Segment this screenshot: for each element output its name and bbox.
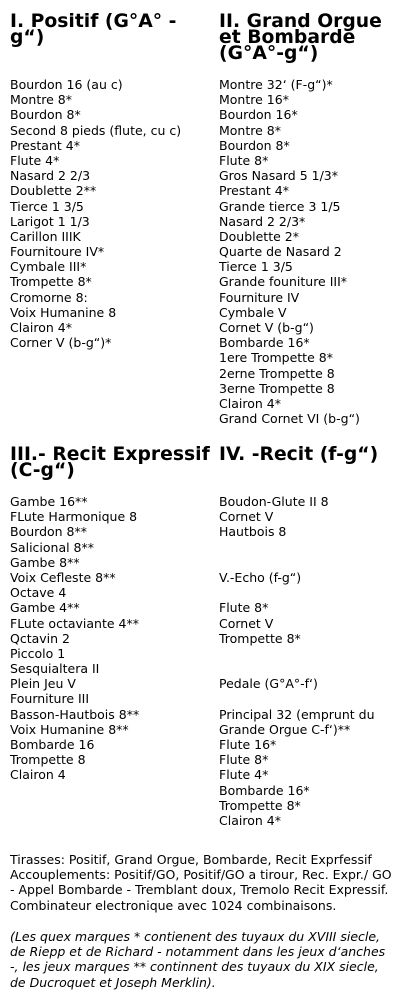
stop-item: Nasard 2 2/3	[10, 168, 91, 184]
stop-item: Bourdon 8*	[219, 137, 290, 153]
stop-item: Cornet V (b-g“)	[219, 320, 314, 335]
section-recit	[219, 444, 397, 828]
stop-item: Gros Nasard 5 1/3*	[219, 168, 338, 184]
stop-item: 1ere Trompette 8*	[219, 350, 333, 366]
stop-list	[10, 494, 210, 783]
stop-item: Cornet V	[219, 509, 274, 525]
stop-item: Clairon 4	[10, 767, 66, 783]
stop-item: Plein Jeu V	[10, 676, 76, 692]
stop-item: Voix Humanine 8**	[10, 721, 129, 737]
stop-item: FLute Harmonique 8	[10, 509, 138, 525]
stop-item: Principal 32 (emprunt du	[219, 706, 375, 722]
stop-item: Clairon 4*	[219, 395, 281, 411]
stop-item: Octave 4	[10, 585, 67, 601]
stop-item: Tierce 1 3/5	[219, 259, 293, 275]
stop-item: Doublette 2**	[10, 183, 97, 199]
spacer	[219, 540, 397, 555]
stop-item: Bourdon 16*	[219, 107, 298, 123]
stop-item: Grande tierce 3 1/5	[219, 198, 341, 214]
stop-item: Pedale (G°A°-f‘)	[219, 676, 318, 692]
stop-item: Cornet V	[219, 615, 274, 631]
stop-item: Montre 16*	[219, 92, 289, 108]
stop-item: Prestant 4*	[10, 137, 80, 153]
stop-item: Grande founiture III*	[219, 274, 348, 290]
stop-item: 3erne Trompette 8	[219, 380, 335, 396]
stop-item: Bombarde 16*	[219, 335, 310, 351]
section-positif	[10, 11, 210, 351]
stop-item: V.-Echo (f-g“)	[219, 569, 302, 585]
stop-item: Carillon IIIK	[10, 228, 81, 244]
stop-item: Bombarde 16*	[219, 782, 310, 798]
stop-item: Bourdon 8*	[10, 107, 81, 123]
section-recit-expressif	[10, 444, 210, 783]
stop-item: Clairon 4*	[10, 320, 72, 335]
stop-item: Trompette 8*	[10, 274, 92, 290]
stop-item: Fournitoure IV*	[10, 244, 105, 260]
stop-item: Fourniture III	[10, 691, 90, 707]
stop-list	[219, 77, 397, 426]
stop-item: Flute 16*	[219, 737, 277, 752]
stop-item: Bombarde 16	[10, 737, 95, 752]
footnote: (Les quex marques * contienent des tuyaux du XVIII siecle, de Riepp et de Richard - notamment dans les jeux d‘anches -, les jeux marques ** continnent des tuyaux du XIX siecle, de Ducroquet et Joseph Merklin).	[10, 929, 386, 990]
stop-item: Hautbois 8	[219, 524, 287, 540]
stop-item: Prestant 4*	[219, 183, 289, 199]
stop-item: Trompette 8*	[219, 797, 301, 813]
spacer	[219, 661, 397, 676]
stop-item: Bourdon 16 (au c)	[10, 77, 123, 92]
stop-item: Trompette 8	[10, 752, 86, 768]
stop-item: Gambe 8**	[10, 554, 80, 570]
stop-list	[10, 77, 210, 350]
stop-item: Flute 8*	[219, 600, 269, 616]
stop-item: Nasard 2 2/3*	[219, 213, 306, 229]
stop-item: Flute 8*	[219, 752, 269, 768]
stop-item: Grand Cornet VI (b-g“)	[219, 411, 360, 427]
stop-item: Larigot 1 1/3	[10, 213, 90, 229]
stop-item: Montre 8*	[10, 92, 72, 108]
section-grand-orgue	[219, 11, 397, 427]
stop-item: Cymbale III*	[10, 259, 87, 275]
couplers-note: Tirasses: Positif, Grand Orgue, Bombarde, Recit Exprfessif Accouplements: Positif/GO, Positif/GO a tirour, Rec. Expr./ GO - Appel Bombarde - Tremblant doux, Tremolo Recit Expressif. Combinateur electronique avec 1024 combinaisons.	[10, 852, 392, 913]
stop-item: FLute octaviante 4**	[10, 615, 139, 631]
stop-item: Qctavin 2	[10, 630, 70, 646]
stop-item: Fourniture IV	[219, 289, 300, 305]
stop-item: Montre 32‘ (F-g“)*	[219, 77, 333, 92]
stop-item: Doublette 2*	[219, 228, 299, 244]
stop-item: Gambe 16**	[10, 494, 88, 509]
section-title: II. Grand Orgue et Bombarde (G°A°-g“)	[219, 11, 382, 64]
stop-list	[219, 494, 397, 828]
stop-item: Salicional 8**	[10, 539, 95, 555]
stop-item: Corner V (b-g“)*	[10, 335, 112, 351]
stop-item: Trompette 8*	[219, 630, 301, 646]
spacer	[219, 646, 397, 661]
section-title: III.- Recit Expressif (C-g“)	[10, 444, 210, 481]
stop-item: Voix Cefleste 8**	[10, 569, 116, 585]
stop-item: Flute 4*	[219, 767, 269, 783]
stop-item: Second 8 pieds (flute, cu c)	[10, 122, 182, 138]
spacer	[219, 691, 397, 706]
stop-item: Grande Orgue C-f‘)**	[219, 721, 351, 737]
stop-item: Voix Humanine 8	[10, 304, 117, 320]
spacer	[219, 555, 397, 570]
stop-item: Flute 4*	[10, 152, 60, 168]
stop-item: Bourdon 8**	[10, 524, 87, 540]
stop-item: Flute 8*	[219, 152, 269, 168]
section-title: IV. -Recit (f-g“)	[219, 444, 379, 465]
stop-item: Tierce 1 3/5	[10, 198, 84, 214]
stop-item: Montre 8*	[219, 122, 281, 138]
stop-item: Sesquialtera II	[10, 661, 100, 677]
stop-item: Cromorne 8:	[10, 289, 88, 305]
stop-item: Quarte de Nasard 2	[219, 244, 342, 260]
stop-item: Boudon-Glute II 8	[219, 494, 329, 509]
stop-item: Clairon 4*	[219, 812, 281, 828]
spacer	[219, 585, 397, 600]
section-title: I. Positif (G°A° -g“)	[10, 11, 177, 48]
stop-item: 2erne Trompette 8	[219, 365, 335, 381]
stop-item: Gambe 4**	[10, 600, 80, 616]
stop-item: Piccolo 1	[10, 645, 66, 661]
stop-item: Cymbale V	[219, 304, 287, 320]
stop-item: Basson-Hautbois 8**	[10, 706, 140, 722]
